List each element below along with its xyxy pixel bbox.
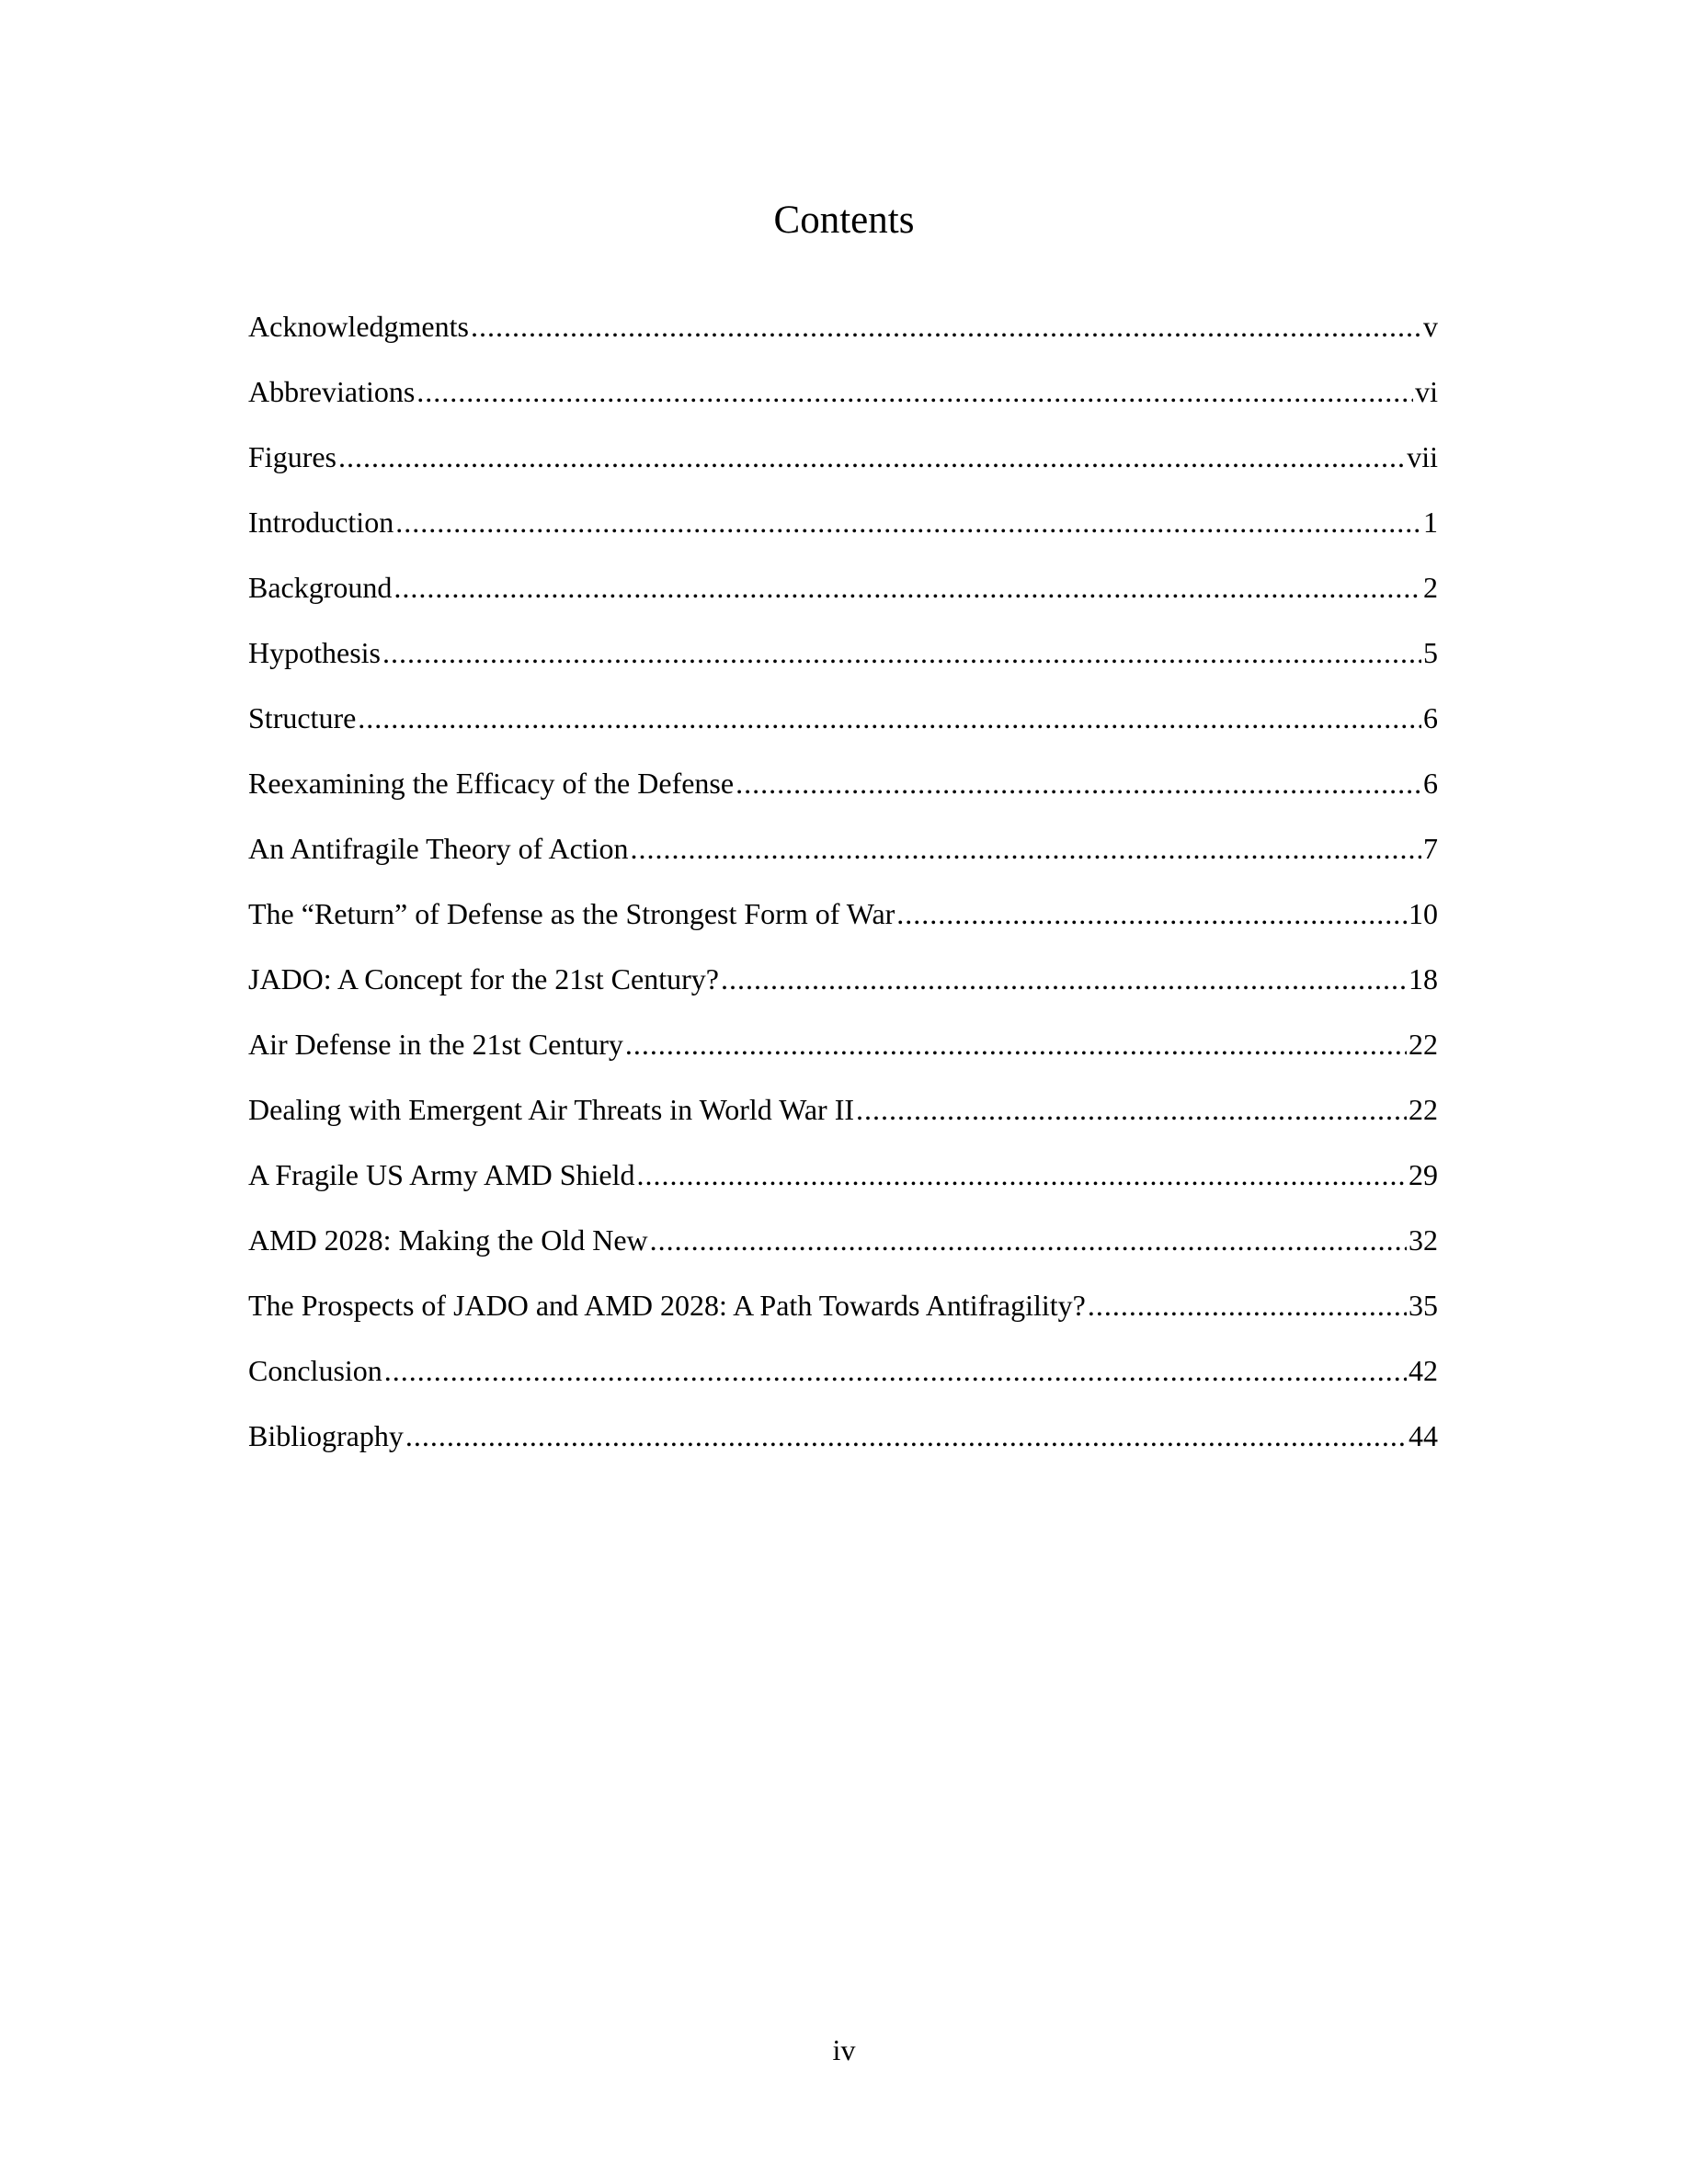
toc-entry-title: Abbreviations <box>248 375 416 408</box>
toc-entry-title: Background <box>248 571 393 604</box>
toc-entry-page: vii <box>1407 440 1438 473</box>
toc-entry-page: 35 <box>1409 1289 1438 1322</box>
toc-entry-title: Air Defense in the 21st Century <box>248 1028 623 1061</box>
dot-leader <box>405 1413 1407 1459</box>
toc-entry-page: 1 <box>1423 506 1438 539</box>
toc-entry-antifragile-theory[interactable] <box>248 825 1438 891</box>
dot-leader <box>1088 1282 1407 1328</box>
toc-entry-abbreviations[interactable] <box>248 369 1438 434</box>
toc-entry-title: AMD 2028: Making the Old New <box>248 1223 648 1257</box>
dot-leader <box>471 303 1421 349</box>
toc-entry-air-defense[interactable] <box>248 1021 1438 1086</box>
page-title: Contents <box>773 199 915 242</box>
dot-leader <box>625 1021 1407 1067</box>
toc-entry-title: The “Return” of Defense as the Strongest Form of War <box>248 897 895 930</box>
page-number: iv <box>832 2033 856 2066</box>
toc-entry-title: The Prospects of JADO and AMD 2028: A Path Towards Antifragility? <box>248 1289 1086 1322</box>
toc-entry-page: 29 <box>1409 1158 1438 1191</box>
dot-leader <box>856 1086 1407 1132</box>
toc-entry-bibliography[interactable] <box>248 1413 1438 1478</box>
toc-entry-reexamining-efficacy[interactable] <box>248 760 1438 825</box>
toc-entry-title: Hypothesis <box>248 636 381 669</box>
toc-entry-page: 42 <box>1409 1354 1438 1387</box>
toc-entry-page: 18 <box>1409 962 1438 995</box>
dot-leader <box>338 434 1405 480</box>
toc-entry-structure[interactable] <box>248 695 1438 760</box>
toc-entry-title: Bibliography <box>248 1419 404 1452</box>
toc-entry-title: A Fragile US Army AMD Shield <box>248 1158 635 1191</box>
dot-leader <box>395 499 1421 545</box>
toc-entry-return-of-defense[interactable] <box>248 891 1438 956</box>
toc-entry-page: 22 <box>1409 1028 1438 1061</box>
toc-entry-fragile-amd-shield[interactable] <box>248 1152 1438 1217</box>
toc-entry-conclusion[interactable] <box>248 1348 1438 1413</box>
dot-leader <box>896 891 1407 937</box>
toc-entry-page: 44 <box>1409 1419 1438 1452</box>
toc-entry-title: An Antifragile Theory of Action <box>248 832 629 865</box>
toc-entry-acknowledgments[interactable] <box>248 303 1438 369</box>
toc-entry-introduction[interactable] <box>248 499 1438 564</box>
dot-leader <box>721 956 1407 1002</box>
toc-entry-figures[interactable] <box>248 434 1438 499</box>
toc-entry-page: 22 <box>1409 1093 1438 1126</box>
toc-entry-title: Figures <box>248 440 336 473</box>
toc-entry-page: 10 <box>1409 897 1438 930</box>
toc-entry-title: Reexamining the Efficacy of the Defense <box>248 767 735 800</box>
dot-leader <box>636 1152 1407 1198</box>
toc-entry-amd-2028[interactable] <box>248 1217 1438 1282</box>
table-of-contents <box>248 303 1438 1478</box>
toc-entry-title: Structure <box>248 701 357 734</box>
toc-entry-background[interactable] <box>248 564 1438 630</box>
toc-entry-page: 32 <box>1409 1223 1438 1257</box>
toc-entry-emergent-air-threats[interactable] <box>248 1086 1438 1152</box>
toc-entry-title: Dealing with Emergent Air Threats in World War II <box>248 1093 854 1126</box>
dot-leader <box>382 630 1421 676</box>
toc-entry-jado-concept[interactable] <box>248 956 1438 1021</box>
dot-leader <box>650 1217 1407 1263</box>
toc-entry-title: JADO: A Concept for the 21st Century? <box>248 962 719 995</box>
dot-leader <box>631 825 1421 871</box>
toc-entry-page: 6 <box>1423 701 1438 734</box>
toc-entry-page: 5 <box>1423 636 1438 669</box>
dot-leader <box>736 760 1421 806</box>
toc-entry-prospects-jado-amd[interactable] <box>248 1282 1438 1348</box>
dot-leader <box>416 369 1413 415</box>
toc-entry-title: Acknowledgments <box>248 310 469 343</box>
toc-entry-title: Introduction <box>248 506 394 539</box>
dot-leader <box>358 695 1421 741</box>
toc-entry-page: v <box>1423 310 1438 343</box>
toc-entry-page: 6 <box>1423 767 1438 800</box>
dot-leader <box>393 564 1421 610</box>
toc-entry-hypothesis[interactable] <box>248 630 1438 695</box>
toc-entry-page: vi <box>1415 375 1438 408</box>
toc-entry-page: 2 <box>1423 571 1438 604</box>
toc-entry-page: 7 <box>1423 832 1438 865</box>
toc-entry-title: Conclusion <box>248 1354 382 1387</box>
dot-leader <box>384 1348 1407 1393</box>
